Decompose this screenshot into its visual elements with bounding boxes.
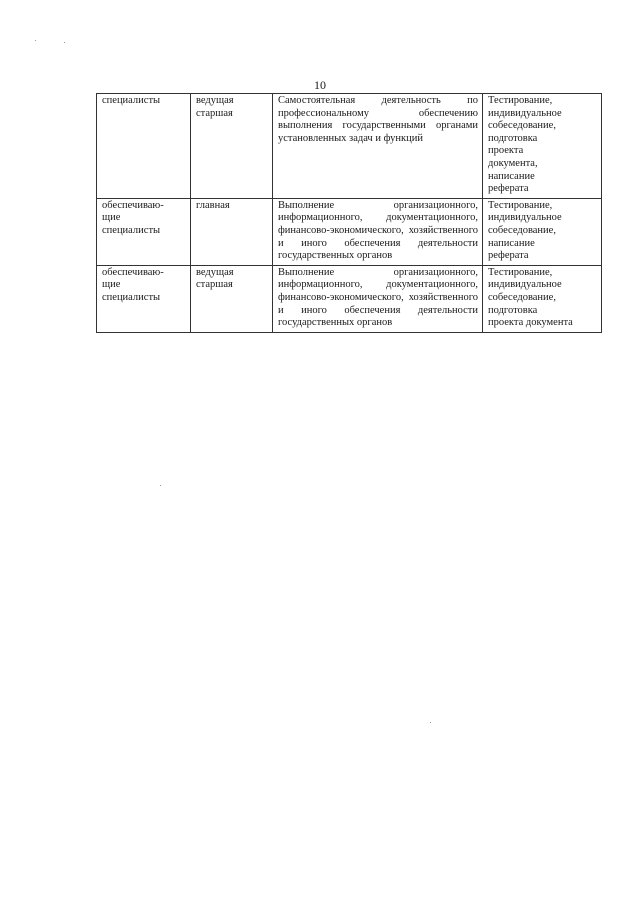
group-cell <box>191 198 273 265</box>
group-text: ведущая старшая <box>196 266 234 291</box>
group-cell <box>191 94 273 199</box>
methods-cell <box>483 265 602 332</box>
category-text: обеспечиваю- щие специалисты <box>102 266 164 303</box>
qualification-table <box>96 93 602 333</box>
group-text: главная <box>196 199 230 211</box>
scan-speck <box>430 722 431 723</box>
description-text: Самостоятельная деятельность по профессиональному обеспечению выполнения государственными органами установленных задач и функций <box>278 95 478 144</box>
category-text: специалисты <box>102 95 161 106</box>
category-cell <box>97 198 191 265</box>
methods-text: Тестирование, индивидуальное собеседование, подготовка проекта документа, написание реферата <box>488 95 562 195</box>
scan-speck <box>35 40 36 41</box>
description-text: Выполнение организационного, информационного, документационного, финансово-экономического, хозяйственного и иного обеспечения деятельности государственных органов <box>278 199 478 262</box>
methods-text: Тестирование, индивидуальное собеседование, подготовка проекта документа <box>488 266 573 329</box>
group-text: ведущая старшая <box>196 95 234 119</box>
page-number: 10 <box>314 78 326 92</box>
table-row <box>97 265 602 332</box>
scan-speck <box>160 485 161 486</box>
methods-cell <box>483 94 602 199</box>
group-cell <box>191 265 273 332</box>
category-cell <box>97 94 191 199</box>
description-cell <box>273 265 483 332</box>
methods-text: Тестирование, индивидуальное собеседование, написание реферата <box>488 199 562 262</box>
table-row <box>97 198 602 265</box>
description-text: Выполнение организационного, информационного, документационного, финансово-экономического, хозяйственного и иного обеспечения деятельности государственных органов <box>278 266 478 329</box>
table-row <box>97 94 602 199</box>
description-cell <box>273 94 483 199</box>
methods-cell <box>483 198 602 265</box>
scan-speck <box>64 42 65 43</box>
category-text: обеспечиваю- щие специалисты <box>102 199 164 236</box>
category-cell <box>97 265 191 332</box>
description-cell <box>273 198 483 265</box>
